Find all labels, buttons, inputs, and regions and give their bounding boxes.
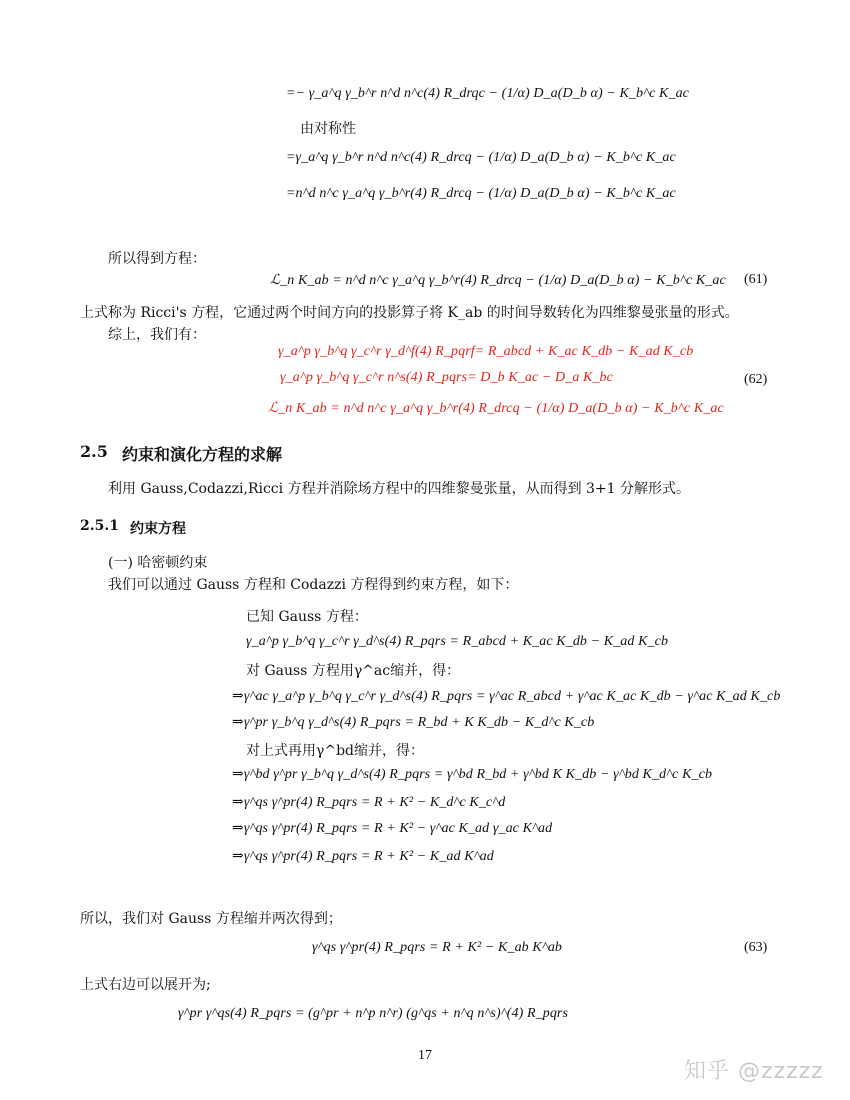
gauss-line-8: ⇒γ^qs γ^pr(4) R_pqrs = R + K² − K_d^c K_c^d: [232, 795, 506, 810]
gauss-line-4: ⇒γ^ac γ_a^p γ_b^q γ_c^r γ_d^s(4) R_pqrs = γ^ac R_abcd + γ^ac K_ac K_db − γ^ac K_ad K_cb: [232, 689, 781, 704]
summary-intro: 综上，我们有：: [108, 327, 206, 343]
gauss-line-5: ⇒γ^pr γ_b^q γ_d^s(4) R_pqrs = R_bd + K K_db − K_d^c K_cb: [232, 715, 595, 730]
section-2-5-1-title: 约束方程: [130, 521, 186, 537]
derivation-line-4: =n^d n^c γ_a^q γ_b^r(4) R_drcq − (1/α) D_a(D_b α) − K_b^c K_ac: [286, 186, 676, 201]
gauss-line-9: ⇒γ^qs γ^pr(4) R_pqrs = R + K² − γ^ac K_ad γ_ac K^ad: [232, 821, 553, 836]
expand-intro: 上式右边可以展开为;: [80, 977, 211, 993]
ricci-sentence: 上式称为 Ricci's 方程，它通过两个时间方向的投影算子将 K_ab 的时间导数转化为四维黎曼张量的形式。: [80, 305, 739, 321]
watermark: 知乎 @zzzzz: [684, 1059, 824, 1084]
derivation-line-1: =− γ_a^q γ_b^r n^d n^c(4) R_drqc − (1/α) D_a(D_b α) − K_b^c K_ac: [286, 86, 689, 101]
hamiltonian-intro: 我们可以通过 Gauss 方程和 Codazzi 方程得到约束方程，如下：: [108, 577, 519, 593]
equation-62-line-2: γ_a^p γ_b^q γ_c^r n^s(4) R_pqrs= D_b K_ac − D_a K_bc: [280, 370, 613, 385]
gauss-line-1: 已知 Gauss 方程：: [246, 609, 368, 625]
section-2-5-title: 约束和演化方程的求解: [122, 445, 283, 464]
equation-63-number: (63): [744, 940, 768, 955]
equation-61: ℒ_n K_ab = n^d n^c γ_a^q γ_b^r(4) R_drcq − (1/α) D_a(D_b α) − K_b^c K_ac: [270, 273, 726, 288]
gauss-line-7: ⇒γ^bd γ^pr γ_b^q γ_d^s(4) R_pqrs = γ^bd R_bd + γ^bd K K_db − γ^bd K_d^c K_cb: [232, 767, 713, 782]
page-number: 17: [418, 1048, 432, 1063]
equation-61-number: (61): [744, 272, 768, 287]
section-2-5-number: 2.5: [80, 442, 108, 461]
hamiltonian-label: (一) 哈密顿约束: [108, 555, 208, 571]
paragraph-so: 所以，我们对 Gauss 方程缩并两次得到；: [80, 911, 342, 927]
gauss-line-6: 对上式再用γ^bd缩并，得：: [246, 743, 425, 759]
section-2-5-1-number: 2.5.1: [80, 518, 119, 534]
section-2-5-text: 利用 Gauss,Codazzi,Ricci 方程并消除场方程中的四维黎曼张量，从而得到 3+1 分解形式。: [108, 481, 691, 497]
equation-62-line-1: γ_a^p γ_b^q γ_c^r γ_d^f(4) R_pqrf= R_abcd + K_ac K_db − K_ad K_cb: [278, 344, 694, 359]
gauss-line-2: γ_a^p γ_b^q γ_c^r γ_d^s(4) R_pqrs = R_abcd + K_ac K_db − K_ad K_cb: [246, 634, 669, 649]
derivation-line-2: 由对称性: [300, 121, 356, 137]
equation-62-line-3: ℒ_n K_ab = n^d n^c γ_a^q γ_b^r(4) R_drcq − (1/α) D_a(D_b α) − K_b^c K_ac: [268, 401, 724, 416]
paragraph-obtain: 所以得到方程：: [108, 251, 206, 267]
gauss-line-10: ⇒γ^qs γ^pr(4) R_pqrs = R + K² − K_ad K^ad: [232, 849, 494, 864]
gauss-line-3: 对 Gauss 方程用γ^ac缩并，得：: [246, 663, 461, 679]
derivation-line-3: =γ_a^q γ_b^r n^d n^c(4) R_drcq − (1/α) D_a(D_b α) − K_b^c K_ac: [286, 150, 676, 165]
equation-62-number: (62): [744, 372, 768, 387]
equation-63: γ^qs γ^pr(4) R_pqrs = R + K² − K_ab K^ab: [312, 940, 563, 955]
equation-expand: γ^pr γ^qs(4) R_pqrs = (g^pr + n^p n^r) (g^qs + n^q n^s)^(4) R_pqrs: [178, 1006, 569, 1021]
